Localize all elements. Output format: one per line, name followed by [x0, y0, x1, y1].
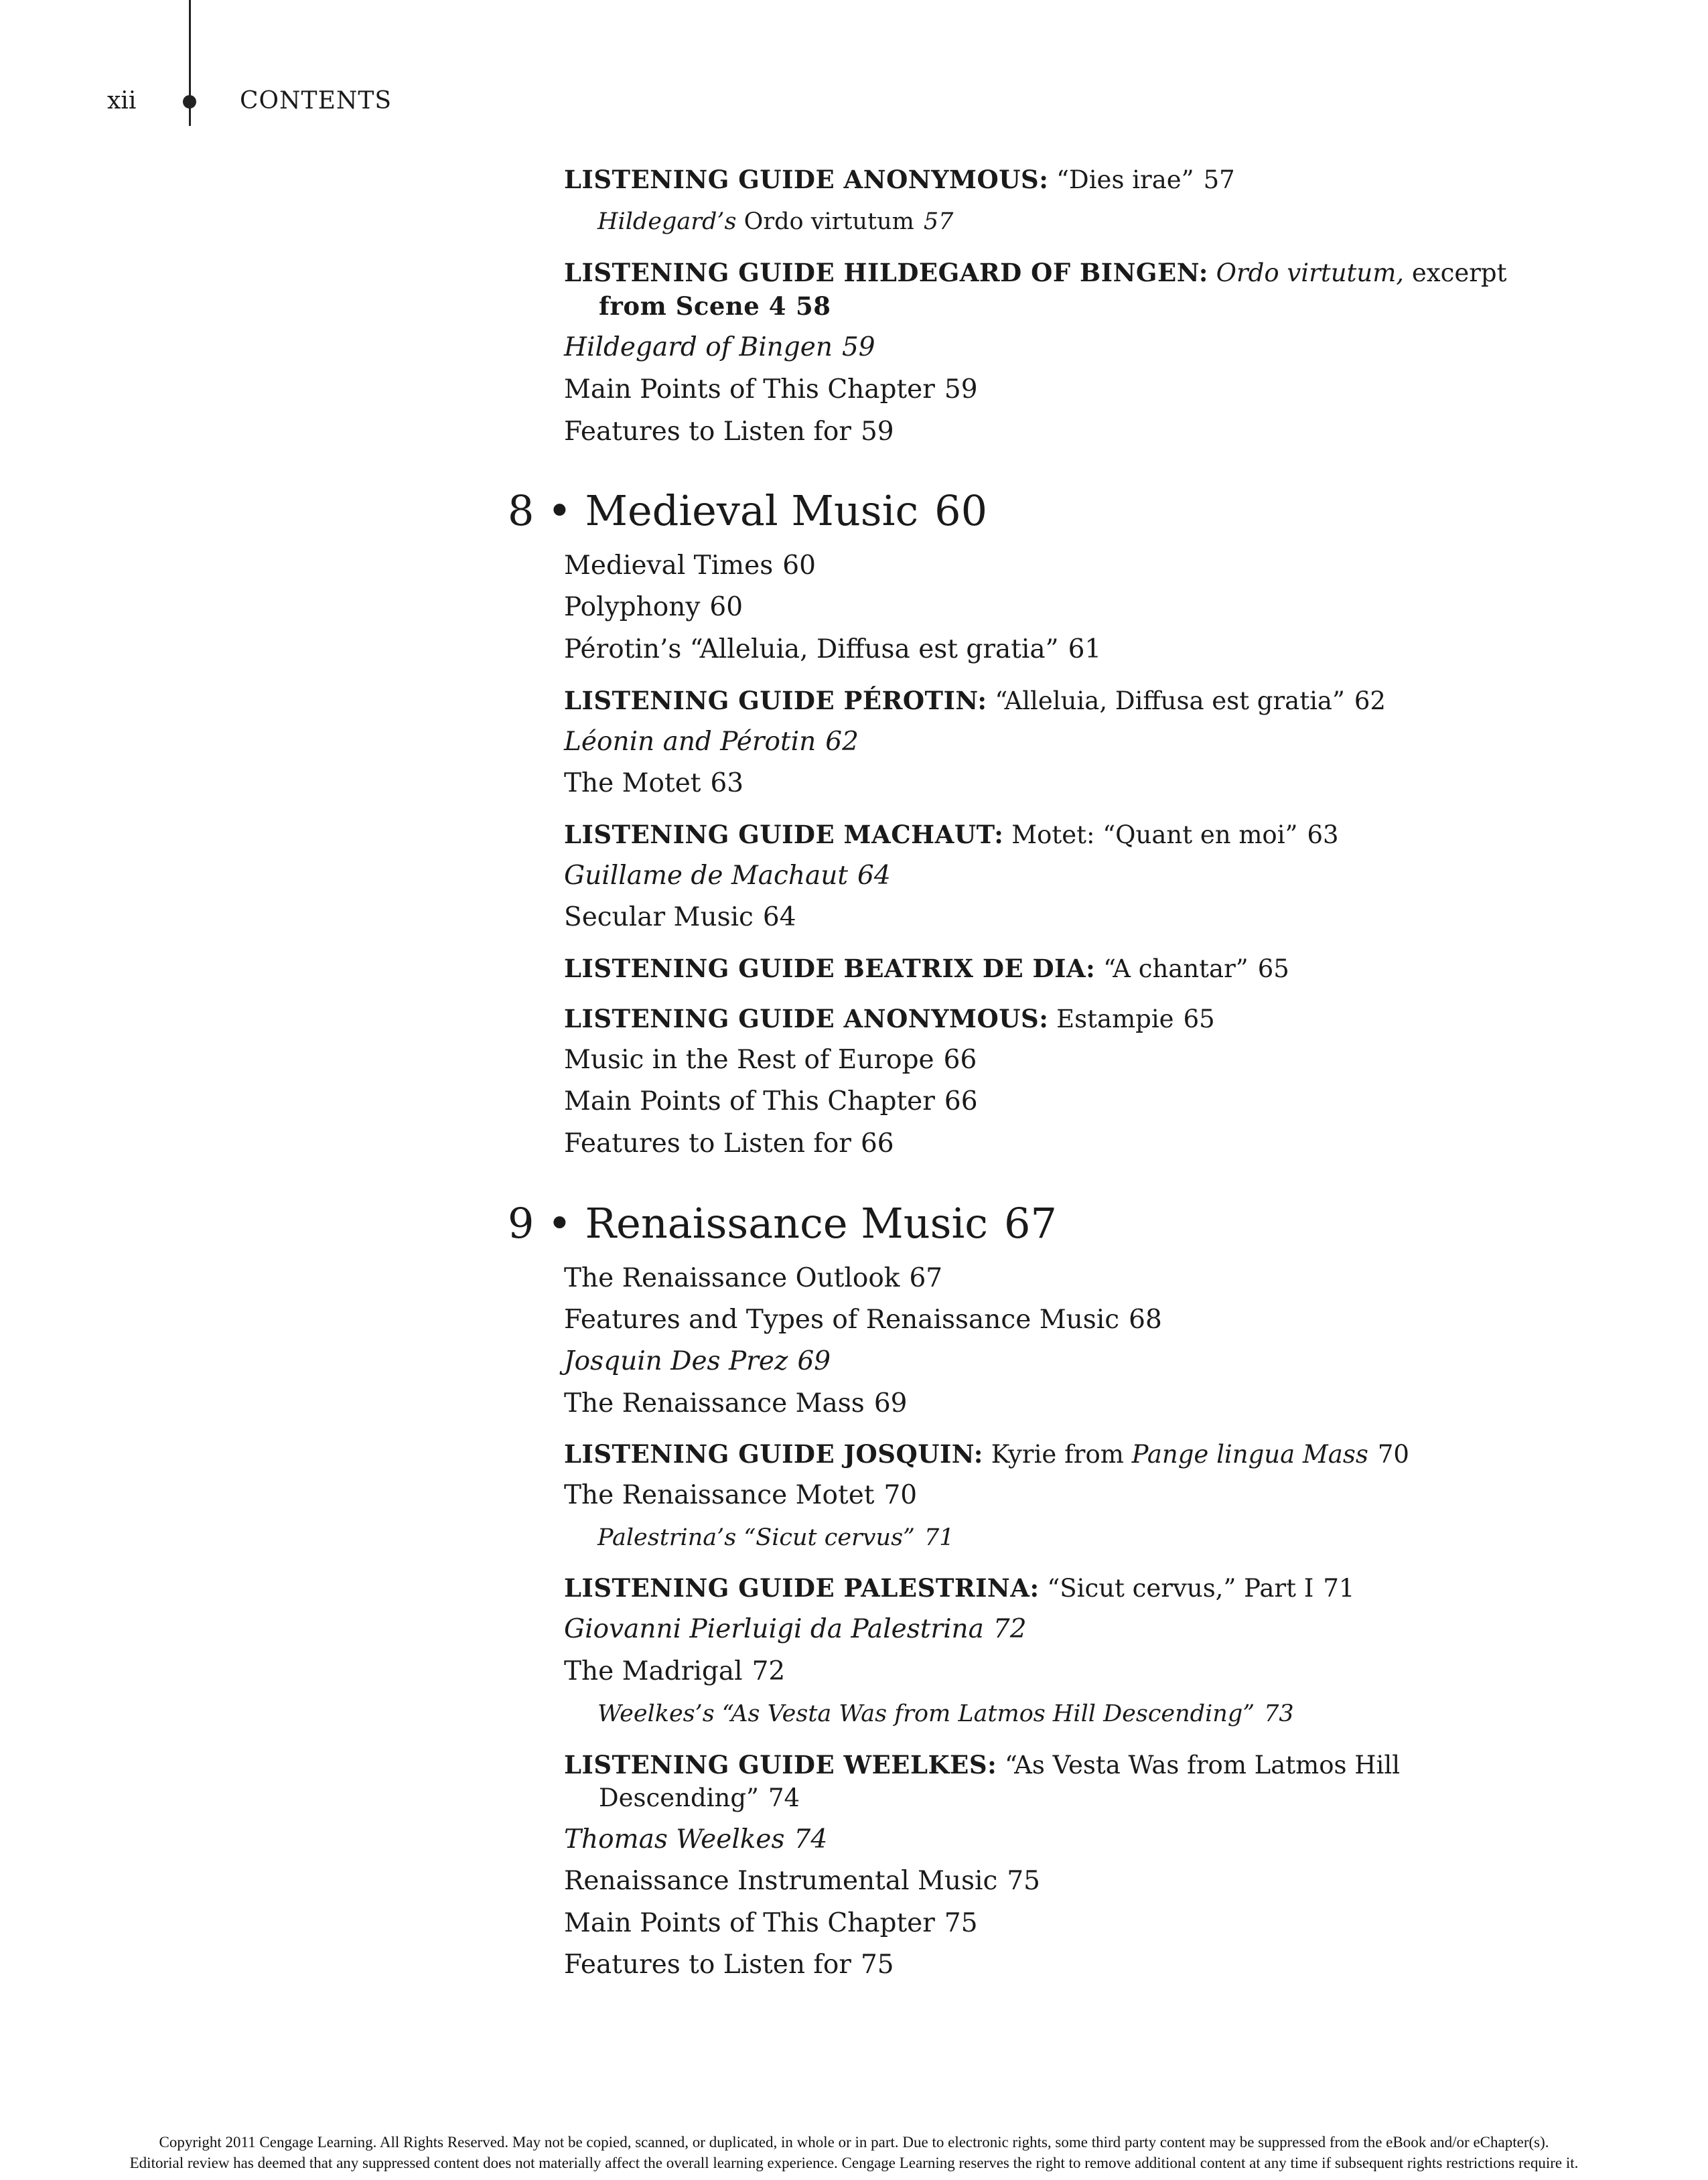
entry-title-italic: Ordo virtutum,	[1216, 259, 1405, 287]
toc-entry[interactable]	[564, 1948, 894, 1982]
toc-entry[interactable]	[564, 1387, 907, 1421]
listening-guide-label: LISTENING GUIDE ANONYMOUS:	[564, 165, 1049, 194]
chapter-title: Renaissance Music	[585, 1199, 989, 1248]
entry-title: Renaissance Instrumental Music	[564, 1866, 998, 1896]
toc-entry[interactable]	[564, 952, 1289, 986]
listening-guide-label: LISTENING GUIDE BEATRIX DE DIA:	[564, 954, 1096, 983]
chapter-heading[interactable]	[508, 488, 987, 534]
toc-entry-continuation[interactable]	[564, 289, 831, 323]
entry-title: “As Vesta Was from Latmos Hill	[1005, 1751, 1401, 1779]
page-number: 72	[752, 1656, 786, 1686]
entry-title: Hildegard’s	[597, 208, 737, 235]
entry-title: Features to Listen for	[564, 1129, 851, 1159]
entry-title: Features and Types of Renaissance Music	[564, 1305, 1120, 1335]
toc-entry[interactable]	[564, 163, 1235, 197]
toc-subentry[interactable]	[597, 1697, 1294, 1731]
toc-entry-continuation[interactable]	[564, 1782, 800, 1815]
page-number: 58	[795, 291, 831, 321]
page-number: 67	[1004, 1199, 1057, 1248]
toc-subentry[interactable]	[597, 205, 953, 238]
entry-title: excerpt	[1411, 259, 1507, 287]
page-number: 62	[1354, 686, 1386, 715]
chapter-heading[interactable]	[508, 1200, 1057, 1247]
entry-title: The Madrigal	[564, 1656, 743, 1686]
page-number: 57	[1203, 165, 1235, 194]
chapter-bullet: •	[547, 1199, 572, 1248]
toc-entry[interactable]	[564, 725, 859, 759]
page-number: 66	[944, 1086, 978, 1116]
page-number: 74	[768, 1784, 800, 1812]
entry-title: Estampie	[1056, 1005, 1174, 1033]
entry-title: Thomas Weelkes	[564, 1824, 785, 1855]
page-number: 60	[782, 551, 816, 581]
toc-entry[interactable]	[564, 1748, 1400, 1782]
entry-title: The Renaissance Outlook	[564, 1263, 900, 1293]
running-head: CONTENTS	[240, 87, 393, 115]
entry-title: Weelkes’s “As Vesta Was from Latmos Hill Descending”	[597, 1700, 1255, 1727]
page-number: 61	[1068, 634, 1102, 664]
entry-title: Pérotin’s “Alleluia, Diffusa est gratia”	[564, 634, 1059, 664]
entry-title: Giovanni Pierluigi da Palestrina	[564, 1614, 984, 1644]
page-number: 74	[794, 1824, 828, 1855]
entry-title: Kyrie from	[991, 1440, 1124, 1469]
toc-entry[interactable]	[564, 591, 743, 624]
listening-guide-label: LISTENING GUIDE HILDEGARD OF BINGEN:	[564, 258, 1208, 287]
page-number: 69	[873, 1388, 908, 1419]
entry-title: Léonin and Pérotin	[564, 727, 816, 757]
toc-entry[interactable]	[564, 1823, 827, 1857]
page-number: 57	[923, 208, 954, 235]
listening-guide-label: LISTENING GUIDE MACHAUT:	[564, 820, 1004, 849]
toc-entry[interactable]	[564, 859, 891, 893]
page-number: 71	[1323, 1574, 1355, 1603]
toc-entry[interactable]	[564, 901, 796, 934]
copyright-line-1: Copyright 2011 Cengage Learning. All Rights Reserved. May not be copied, scanned, or duplicated, in whole or in part. Due to electronic rights, some third party content may be suppressed from the eBook and/or eChapter(s).	[159, 2134, 1549, 2151]
entry-title: Hildegard of Bingen	[564, 332, 833, 362]
entry-title: Music in the Rest of Europe	[564, 1045, 934, 1075]
page-number: 75	[860, 1950, 894, 1980]
entry-title: Main Points of This Chapter	[564, 1908, 935, 1938]
toc-entry[interactable]	[564, 1655, 785, 1688]
page-number: 75	[944, 1908, 978, 1938]
toc-entry[interactable]	[564, 331, 875, 364]
toc-entry[interactable]	[564, 1085, 978, 1118]
toc-entry[interactable]	[564, 1002, 1215, 1036]
toc-entry[interactable]	[564, 1437, 1409, 1471]
entry-title: “Dies irae”	[1056, 165, 1194, 194]
toc-entry[interactable]	[564, 256, 1506, 290]
toc-entry[interactable]	[564, 1043, 977, 1077]
entry-title: Guillame de Machaut	[564, 861, 849, 891]
entry-title: Josquin Des Prez	[564, 1346, 788, 1376]
page-number: 59	[944, 374, 978, 405]
toc-subentry[interactable]	[597, 1521, 954, 1554]
page-number: 63	[1307, 820, 1339, 849]
entry-title-italic: Pange lingua Mass	[1131, 1440, 1368, 1469]
chapter-bullet: •	[547, 486, 572, 535]
toc-entry[interactable]	[564, 1865, 1040, 1898]
page-number: 73	[1264, 1700, 1294, 1727]
page-number: 72	[993, 1614, 1027, 1644]
entry-title: Features to Listen for	[564, 417, 851, 447]
page-number: 65	[1257, 954, 1289, 983]
entry-title-cont: Descending”	[599, 1784, 759, 1812]
page-number: 67	[909, 1263, 943, 1293]
page-number: 70	[883, 1480, 918, 1510]
listening-guide-label: LISTENING GUIDE WEELKES:	[564, 1750, 997, 1779]
page-number: 64	[762, 902, 796, 932]
page-number: 75	[1007, 1866, 1040, 1896]
page-number: 68	[1129, 1305, 1162, 1335]
entry-title: Main Points of This Chapter	[564, 374, 935, 405]
entry-title: The Renaissance Motet	[564, 1480, 875, 1510]
copyright-line-2: Editorial review has deemed that any suppressed content does not materially affect the overall learning experience. Cengage Learning reserves the right to remove additional content at any time if subsequent rights restrictions require it.	[129, 2155, 1579, 2171]
page-number: 66	[860, 1129, 894, 1159]
toc-entry[interactable]	[564, 1127, 894, 1161]
entry-title: Polyphony	[564, 592, 701, 622]
page-number: 59	[841, 332, 875, 362]
entry-title: The Motet	[564, 768, 701, 798]
page-number: 66	[943, 1045, 977, 1075]
page-number: 64	[857, 861, 891, 891]
listening-guide-label: LISTENING GUIDE PÉROTIN:	[564, 686, 987, 715]
entry-title: “Sicut cervus,” Part I	[1047, 1574, 1314, 1603]
page-number: 71	[924, 1524, 954, 1551]
entry-title-cont: from Scene 4	[599, 291, 786, 321]
toc-entry[interactable]	[564, 767, 743, 800]
page-number: 60	[709, 592, 743, 622]
toc-entry[interactable]	[564, 1345, 831, 1378]
entry-title-roman: Ordo virtutum	[743, 208, 914, 235]
toc-entry[interactable]	[564, 1571, 1354, 1605]
toc-entry[interactable]	[564, 1479, 917, 1512]
page-number: 65	[1183, 1005, 1215, 1033]
toc-entry[interactable]	[564, 684, 1386, 718]
toc-entry[interactable]	[564, 1907, 978, 1940]
listening-guide-label: LISTENING GUIDE ANONYMOUS:	[564, 1004, 1049, 1033]
page-number: 63	[710, 768, 744, 798]
entry-title: “A chantar”	[1103, 954, 1249, 983]
entry-title: Motet: “Quant en moi”	[1011, 820, 1298, 849]
entry-title: Secular Music	[564, 902, 754, 932]
entry-title: Medieval Times	[564, 551, 774, 581]
page-number: 62	[825, 727, 859, 757]
chapter-number: 9	[508, 1199, 535, 1248]
chapter-number: 8	[508, 486, 535, 535]
page-number: 60	[934, 486, 988, 535]
listening-guide-label: LISTENING GUIDE JOSQUIN:	[564, 1439, 983, 1469]
entry-title: The Renaissance Mass	[564, 1388, 865, 1419]
toc-entry[interactable]	[564, 633, 1101, 666]
entry-title: “Alleluia, Diffusa est gratia”	[995, 686, 1345, 715]
toc-entry[interactable]	[564, 1303, 1162, 1337]
entry-title: Main Points of This Chapter	[564, 1086, 935, 1116]
page-number: 59	[860, 417, 894, 447]
toc-entry[interactable]	[564, 415, 894, 449]
toc-entry[interactable]	[564, 373, 978, 407]
page-folio: xii	[107, 87, 137, 115]
page-number: 70	[1377, 1440, 1409, 1469]
entry-title: Palestrina’s “Sicut cervus”	[597, 1524, 915, 1551]
toc-entry[interactable]	[564, 818, 1339, 852]
toc-entry[interactable]	[564, 1613, 1027, 1646]
page-number: 69	[797, 1346, 831, 1376]
entry-title: Features to Listen for	[564, 1950, 851, 1980]
toc-entry[interactable]	[564, 1262, 942, 1295]
toc-entry[interactable]	[564, 549, 816, 583]
chapter-title: Medieval Music	[585, 486, 919, 535]
listening-guide-label: LISTENING GUIDE PALESTRINA:	[564, 1573, 1040, 1603]
